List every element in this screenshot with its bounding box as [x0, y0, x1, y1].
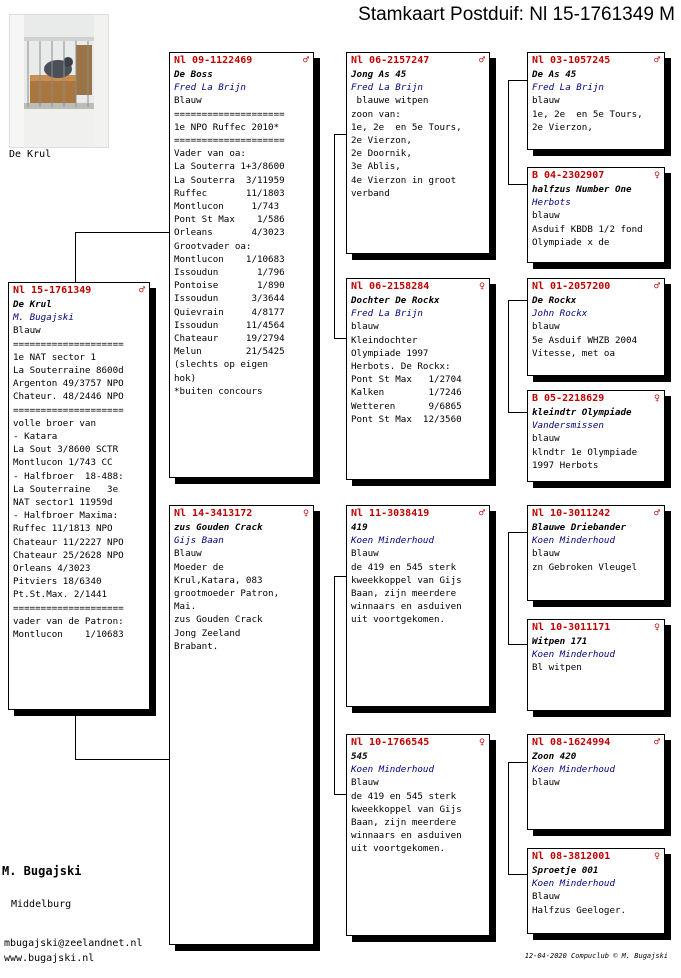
- card-note-line: volle broer van: [13, 417, 96, 429]
- pigeon-name: Witpen 171: [532, 636, 588, 647]
- card-note-line: blauw: [532, 210, 560, 222]
- card-note-line: *buiten concours: [174, 385, 263, 397]
- breeder-name: Fred La Brijn: [174, 82, 246, 94]
- card-note-line: Melun 21/5425: [174, 346, 285, 358]
- female-icon: ♀: [478, 281, 485, 292]
- connector: [75, 232, 169, 233]
- ring-number: Nl 03-1057245: [532, 55, 611, 66]
- breeder-name: Fred La Brijn: [351, 308, 423, 320]
- pigeon-name: 419: [351, 522, 368, 533]
- card-note-line: Baan, zijn meerdere: [351, 588, 457, 600]
- pedigree-card-fmf[interactable]: [527, 278, 665, 376]
- male-icon: ♂: [138, 285, 145, 296]
- card-note-line: Montlucon 1/743: [174, 201, 280, 213]
- breeder-name: Fred La Brijn: [532, 82, 604, 94]
- breeder-name: Koen Minderhoud: [532, 649, 615, 661]
- card-note-line: 5e Asduif WHZB 2004: [532, 334, 638, 346]
- card-note-line: Pont St Max 1/2704: [351, 374, 462, 386]
- pedigree-card-subject[interactable]: [8, 282, 150, 710]
- card-note-line: Chateaur 25/2628 NPO: [13, 549, 124, 561]
- card-note-line: Bl witpen: [532, 662, 582, 674]
- card-note-line: winnaars en asduiven: [351, 601, 462, 613]
- card-note-line: 1997 Herbots: [532, 459, 599, 471]
- card-notes: [532, 890, 660, 916]
- pedigree-card-ff[interactable]: [346, 52, 490, 254]
- card-notes: [174, 547, 309, 653]
- card-notes: [351, 776, 485, 855]
- card-note-line: Blauw: [351, 777, 379, 789]
- connector: [334, 134, 346, 135]
- card-note-line: blauw: [532, 548, 560, 560]
- footer-credit: 12-04-2020 Compuclub © M. Bugajski: [524, 952, 668, 960]
- connector: [508, 80, 527, 81]
- card-note-line: Blauw: [174, 548, 202, 560]
- photo-caption: De Krul: [9, 149, 52, 160]
- card-notes: [351, 94, 485, 200]
- card-note-line: blauw: [532, 433, 560, 445]
- breeder-name: Koen Minderhoud: [532, 764, 615, 776]
- pigeon-photo: [9, 14, 109, 148]
- card-note-line: Pont St Max 12/3560: [351, 413, 462, 425]
- card-note-line: 4e Vierzon in groot: [351, 174, 457, 186]
- breeder-name: Gijs Baan: [174, 535, 224, 547]
- card-notes: [532, 776, 660, 789]
- ring-number: Nl 08-1624994: [532, 737, 611, 748]
- breeder-name: Koen Minderhoud: [532, 878, 615, 890]
- card-note-line: ====================: [174, 135, 285, 147]
- male-icon: ♂: [653, 508, 660, 519]
- card-note-line: 2e Vierzon,: [532, 121, 593, 133]
- connector: [75, 232, 76, 282]
- male-icon: ♂: [653, 281, 660, 292]
- card-note-line: Orleans 4/3023: [174, 227, 285, 239]
- breeder-name: M. Bugajski: [13, 312, 74, 324]
- card-note-line: 3e Ablis,: [351, 161, 401, 173]
- card-note-line: Kleindochter: [351, 334, 418, 346]
- ring-number: Nl 08-3812001: [532, 851, 611, 862]
- pedigree-card-mf[interactable]: [346, 505, 490, 707]
- male-icon: ♂: [478, 508, 485, 519]
- card-note-line: Herbots. De Rockx:: [351, 361, 451, 373]
- card-note-line: Quievrain 4/8177: [174, 306, 285, 318]
- pigeon-name: zus Gouden Crack: [174, 522, 263, 533]
- card-note-line: Chateaur 19/2794: [174, 333, 285, 345]
- card-note-line: Montlucon 1/10683: [13, 629, 124, 641]
- page-title: Stamkaart Postduif: Nl 15-1761349 M: [358, 4, 675, 25]
- card-notes: [532, 209, 660, 249]
- connector: [508, 532, 509, 644]
- connector: [508, 532, 527, 533]
- card-note-line: Orleans 4/3023: [13, 563, 91, 575]
- card-note-line: Issoudun 1/796: [174, 267, 285, 279]
- card-note-line: Montlucon 1/743 CC: [13, 457, 113, 469]
- ring-number: Nl 06-2157247: [351, 55, 430, 66]
- card-notes: [532, 547, 660, 573]
- ring-number: Nl 10-1766545: [351, 737, 430, 748]
- pedigree-card-fm[interactable]: [346, 278, 490, 480]
- pigeon-name: De Krul: [13, 299, 52, 310]
- ring-number: B 04-2302907: [532, 170, 605, 181]
- female-icon: ♀: [653, 622, 660, 633]
- pigeon-name: Sproetje 001: [532, 865, 599, 876]
- card-note-line: NAT sector1 11959d: [13, 497, 113, 509]
- connector: [75, 759, 169, 760]
- pigeon-name: Zoon 420: [532, 751, 577, 762]
- pigeon-name: Jong As 45: [351, 69, 407, 80]
- card-note-line: 1e NAT sector 1: [13, 351, 96, 363]
- card-note-line: Vitesse, met oa: [532, 347, 615, 359]
- owner-email-link[interactable]: mbugajski@zeelandnet.nl: [4, 938, 143, 949]
- card-note-line: Ruffec 11/1803: [174, 187, 285, 199]
- card-note-line: Brabant.: [174, 640, 219, 652]
- card-note-line: Krul,Katara, 083: [174, 574, 263, 586]
- card-note-line: kweekkoppel van Gijs: [351, 803, 462, 815]
- card-note-line: Issoudun 3/3644: [174, 293, 285, 305]
- pigeon-name: halfzus Number One: [532, 184, 632, 195]
- card-notes: [174, 94, 309, 398]
- card-note-line: 1e, 2e en 5e Tours,: [351, 121, 462, 133]
- card-note-line: 2e Doornik,: [351, 148, 412, 160]
- connector: [508, 300, 527, 301]
- female-icon: ♀: [302, 508, 309, 519]
- card-note-line: - Halfbroer Maxima:: [13, 510, 119, 522]
- card-note-line: uit voortgekomen.: [351, 614, 446, 626]
- ring-number: Nl 10-3011171: [532, 622, 611, 633]
- female-icon: ♀: [653, 393, 660, 404]
- card-note-line: Blauw: [532, 891, 560, 903]
- card-note-line: 2e Vierzon,: [351, 135, 412, 147]
- female-icon: ♀: [653, 170, 660, 181]
- card-note-line: Grootvader oa:: [174, 240, 252, 252]
- owner-name: M. Bugajski: [2, 864, 82, 878]
- ring-number: Nl 06-2158284: [351, 281, 430, 292]
- card-note-line: Moeder de: [174, 561, 224, 573]
- pedigree-card-ffm[interactable]: [527, 167, 665, 263]
- pedigree-card-mfm[interactable]: [527, 619, 665, 711]
- card-notes: [532, 432, 660, 472]
- card-note-line: 1e, 2e en 5e Tours,: [532, 108, 643, 120]
- pedigree-card-mff[interactable]: [527, 505, 665, 601]
- card-note-line: Halfzus Geeloger.: [532, 904, 627, 916]
- connector: [508, 762, 527, 763]
- card-note-line: vader van de Patron:: [13, 615, 124, 627]
- card-note-line: ====================: [13, 404, 124, 416]
- card-note-line: uit voortgekomen.: [351, 843, 446, 855]
- card-note-line: zn Gebroken Vleugel: [532, 561, 638, 573]
- card-note-line: Blauw: [13, 325, 41, 337]
- pigeon-name: 545: [351, 751, 368, 762]
- pigeon-name: De As 45: [532, 69, 577, 80]
- card-note-line: zus Gouden Crack: [174, 614, 263, 626]
- card-note-line: La Souterra 1+3/8600: [174, 161, 285, 173]
- pigeon-name: De Boss: [174, 69, 213, 80]
- connector: [508, 762, 509, 874]
- card-note-line: Blauw: [351, 548, 379, 560]
- card-note-line: verband: [351, 187, 390, 199]
- card-note-line: Kalken 1/7246: [351, 387, 462, 399]
- pedigree-card-fmm[interactable]: [527, 390, 665, 482]
- pigeon-loft-image: [10, 15, 108, 147]
- card-note-line: Pt.St.Max. 2/1441: [13, 589, 108, 601]
- pedigree-card-mmf[interactable]: [527, 734, 665, 830]
- breeder-name: John Rockx: [532, 308, 588, 320]
- card-note-line: Wetteren 9/6865: [351, 400, 462, 412]
- card-note-line: ====================: [174, 108, 285, 120]
- card-note-line: zoon van:: [351, 108, 401, 120]
- owner-website-link[interactable]: www.bugajski.nl: [4, 953, 95, 964]
- pedigree-card-fff[interactable]: [527, 52, 665, 150]
- breeder-name: Vandersmissen: [532, 420, 604, 432]
- pedigree-card-mm[interactable]: [346, 734, 490, 936]
- card-note-line: blauw: [532, 777, 560, 789]
- card-notes: [13, 324, 145, 641]
- card-note-line: Olympiade 1997: [351, 347, 429, 359]
- card-note-line: klndtr 1e Olympiade: [532, 446, 638, 458]
- pigeon-name: De Rockx: [532, 295, 577, 306]
- female-icon: ♀: [478, 737, 485, 748]
- card-note-line: Chateaur 11/2227 NPO: [13, 536, 124, 548]
- connector: [334, 338, 346, 339]
- card-note-line: Ruffec 11/1813 NPO: [13, 523, 113, 535]
- card-note-line: La Souterraine 8600d: [13, 365, 124, 377]
- owner-city: Middelburg: [11, 899, 72, 910]
- card-note-line: hok): [174, 372, 197, 384]
- card-note-line: ====================: [13, 602, 124, 614]
- card-note-line: (slechts op eigen: [174, 359, 269, 371]
- ring-number: Nl 11-3038419: [351, 508, 430, 519]
- breeder-name: Herbots: [532, 197, 571, 209]
- card-note-line: blauw: [532, 95, 560, 107]
- card-note-line: Pont St Max 1/586: [174, 214, 285, 226]
- breeder-name: Koen Minderhoud: [351, 535, 434, 547]
- connector: [508, 300, 509, 412]
- pigeon-name: kleindtr Olympiade: [532, 407, 632, 418]
- male-icon: ♂: [653, 737, 660, 748]
- card-note-line: grootmoeder Patron,: [174, 588, 280, 600]
- pedigree-card-mmm[interactable]: [527, 848, 665, 934]
- pigeon-name: Dochter De Rockx: [351, 295, 440, 306]
- card-note-line: Issoudun 11/4564: [174, 319, 285, 331]
- card-note-line: - Halfbroer 18-488:: [13, 470, 124, 482]
- card-note-line: Jong Zeeland: [174, 627, 241, 639]
- card-notes: [351, 547, 485, 626]
- female-icon: ♀: [653, 851, 660, 862]
- connector: [334, 134, 335, 338]
- ring-number: Nl 14-3413172: [174, 508, 253, 519]
- connector: [334, 576, 346, 577]
- card-note-line: Mai.: [174, 601, 197, 613]
- card-note-line: de 419 en 545 sterk: [351, 790, 457, 802]
- card-notes: [532, 661, 660, 674]
- card-note-line: Argenton 49/3757 NPO: [13, 378, 124, 390]
- card-note-line: La Souterraine 3e: [13, 483, 119, 495]
- connector: [75, 716, 76, 759]
- card-note-line: Asduif KBDB 1/2 fond: [532, 223, 643, 235]
- card-note-line: Chateur. 48/2446 NPO: [13, 391, 124, 403]
- card-note-line: Pitviers 18/6340: [13, 576, 102, 588]
- connector: [508, 644, 527, 645]
- ring-number: Nl 01-2057200: [532, 281, 611, 292]
- connector: [334, 794, 346, 795]
- card-note-line: blauw: [351, 321, 379, 333]
- connector: [508, 184, 527, 185]
- ring-number: Nl 10-3011242: [532, 508, 611, 519]
- card-note-line: 1e NPO Ruffec 2010*: [174, 121, 280, 133]
- card-note-line: kweekkoppel van Gijs: [351, 574, 462, 586]
- breeder-name: Fred La Brijn: [351, 82, 423, 94]
- card-note-line: blauw: [532, 321, 560, 333]
- ring-number: Nl 15-1761349: [13, 285, 92, 296]
- card-note-line: La Sout 3/8600 SCTR: [13, 444, 119, 456]
- ring-number: B 05-2218629: [532, 393, 605, 404]
- breeder-name: Koen Minderhoud: [532, 535, 615, 547]
- pedigree-card-mother[interactable]: [169, 505, 314, 945]
- card-note-line: Olympiade x de: [532, 236, 610, 248]
- card-note-line: blauwe witpen: [351, 95, 429, 107]
- card-note-line: Montlucon 1/10683: [174, 253, 285, 265]
- card-note-line: ====================: [13, 338, 124, 350]
- card-note-line: Vader van oa:: [174, 148, 246, 160]
- male-icon: ♂: [653, 55, 660, 66]
- card-note-line: de 419 en 545 sterk: [351, 561, 457, 573]
- card-notes: [351, 320, 485, 426]
- ring-number: Nl 09-1122469: [174, 55, 253, 66]
- card-note-line: La Souterra 3/11959: [174, 174, 285, 186]
- card-notes: [532, 320, 660, 360]
- breeder-name: Koen Minderhoud: [351, 764, 434, 776]
- connector: [508, 80, 509, 184]
- card-note-line: Pontoise 1/890: [174, 280, 285, 292]
- card-notes: [532, 94, 660, 134]
- card-note-line: - Katara: [13, 431, 58, 443]
- pedigree-card-father[interactable]: [169, 52, 314, 478]
- card-note-line: Blauw: [174, 95, 202, 107]
- male-icon: ♂: [478, 55, 485, 66]
- connector: [334, 576, 335, 794]
- connector: [508, 412, 527, 413]
- pigeon-name: Blauwe Driebander: [532, 522, 627, 533]
- male-icon: ♂: [302, 55, 309, 66]
- card-note-line: Baan, zijn meerdere: [351, 817, 457, 829]
- card-note-line: winnaars en asduiven: [351, 830, 462, 842]
- connector: [508, 874, 527, 875]
